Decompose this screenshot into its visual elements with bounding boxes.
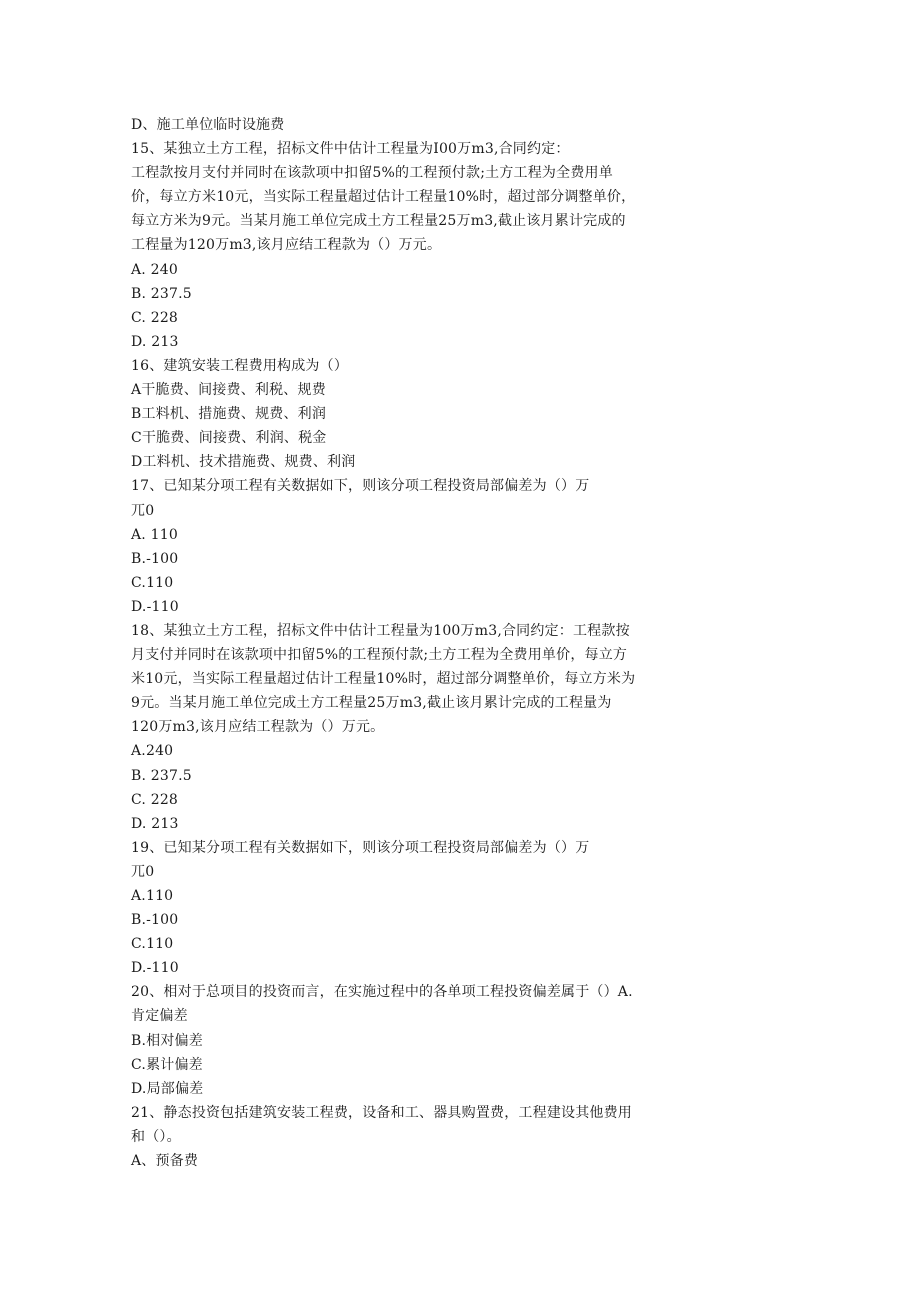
text-line: 米10元，当实际工程量超过估计工程量10%时，超过部分调整单价，每立方米为 — [131, 671, 636, 688]
text-line: A.240 — [131, 743, 174, 760]
text-line: C. 228 — [131, 309, 179, 326]
text-line: D. 213 — [131, 815, 179, 832]
text-line: D、施工单位临时设施费 — [131, 117, 285, 133]
text-line: 15、某独立土方工程，招标文件中估计工程量为I00万m3,合同约定： — [131, 141, 570, 158]
text-line: 价，每立方米10元，当实际工程量超过估计工程量10%时，超过部分调整单价， — [131, 189, 636, 206]
text-line: C.110 — [131, 936, 174, 953]
text-line: D.局部偏差 — [131, 1080, 204, 1097]
text-line: B.相对偏差 — [131, 1032, 203, 1049]
text-line: 17、已知某分项工程有关数据如下，则该分项工程投资局部偏差为（）万 — [131, 478, 590, 495]
text-line: 18、某独立土方工程，招标文件中估计工程量为100万m3,合同约定：工程款按 — [131, 622, 630, 639]
text-line: 21、静态投资包括建筑安装工程费，设备和工、器具购置费，工程建设其他费用 — [131, 1104, 633, 1121]
text-line: 19、已知某分项工程有关数据如下，则该分项工程投资局部偏差为（）万 — [131, 839, 590, 856]
text-line: 和（）。 — [131, 1128, 181, 1145]
text-line: 兀0 — [131, 502, 155, 519]
text-line: 肯定偏差 — [131, 1008, 188, 1025]
text-line: A干脆费、间接费、利税、规费 — [131, 382, 326, 399]
text-line: 工程款按月支付并同时在该款项中扣留5%的工程预付款;土方工程为全费用单 — [131, 165, 613, 182]
text-line: B工料机、措施费、规费、利润 — [131, 406, 327, 423]
text-line: D.-110 — [131, 960, 179, 977]
text-line: B. 237.5 — [131, 767, 192, 784]
text-line: 16、建筑安装工程费用构成为（） — [131, 357, 349, 374]
text-line: B.-100 — [131, 912, 179, 929]
text-line: 每立方米为9元。当某月施工单位完成土方工程量25万m3,截止该月累计完成的 — [131, 213, 626, 230]
text-line: 兀0 — [131, 863, 155, 880]
text-line: C. 228 — [131, 791, 179, 808]
text-line: 120万m3,该月应结工程款为（）万元。 — [131, 719, 385, 736]
text-line: 工程量为120万m3,该月应结工程款为（）万元。 — [131, 237, 442, 254]
text-line: C干脆费、间接费、利润、税金 — [131, 430, 327, 447]
text-line: 20、相对于总项目的投资而言，在实施过程中的各单项工程投资偏差属于（）A. — [131, 984, 633, 1001]
text-line: D. 213 — [131, 333, 179, 350]
document-body — [131, 113, 691, 1173]
text-line: 月支付并同时在该款项中扣留5%的工程预付款;土方工程为全费用单价，每立方 — [131, 647, 628, 664]
text-line: 9元。当某月施工单位完成土方工程量25万m3,截止该月累计完成的工程量为 — [131, 695, 612, 712]
text-line: B.-100 — [131, 550, 179, 567]
text-line: A. 110 — [131, 526, 178, 543]
text-line: A. 240 — [131, 261, 178, 278]
text-line: A、预备费 — [131, 1153, 199, 1170]
text-line: C.累计偏差 — [131, 1056, 203, 1073]
text-line: D工料机、技术措施费、规费、利润 — [131, 454, 356, 471]
text-line: A.110 — [131, 888, 174, 904]
text-line: D.-110 — [131, 598, 179, 615]
text-line: C.110 — [131, 574, 174, 591]
text-line: B. 237.5 — [131, 285, 192, 302]
